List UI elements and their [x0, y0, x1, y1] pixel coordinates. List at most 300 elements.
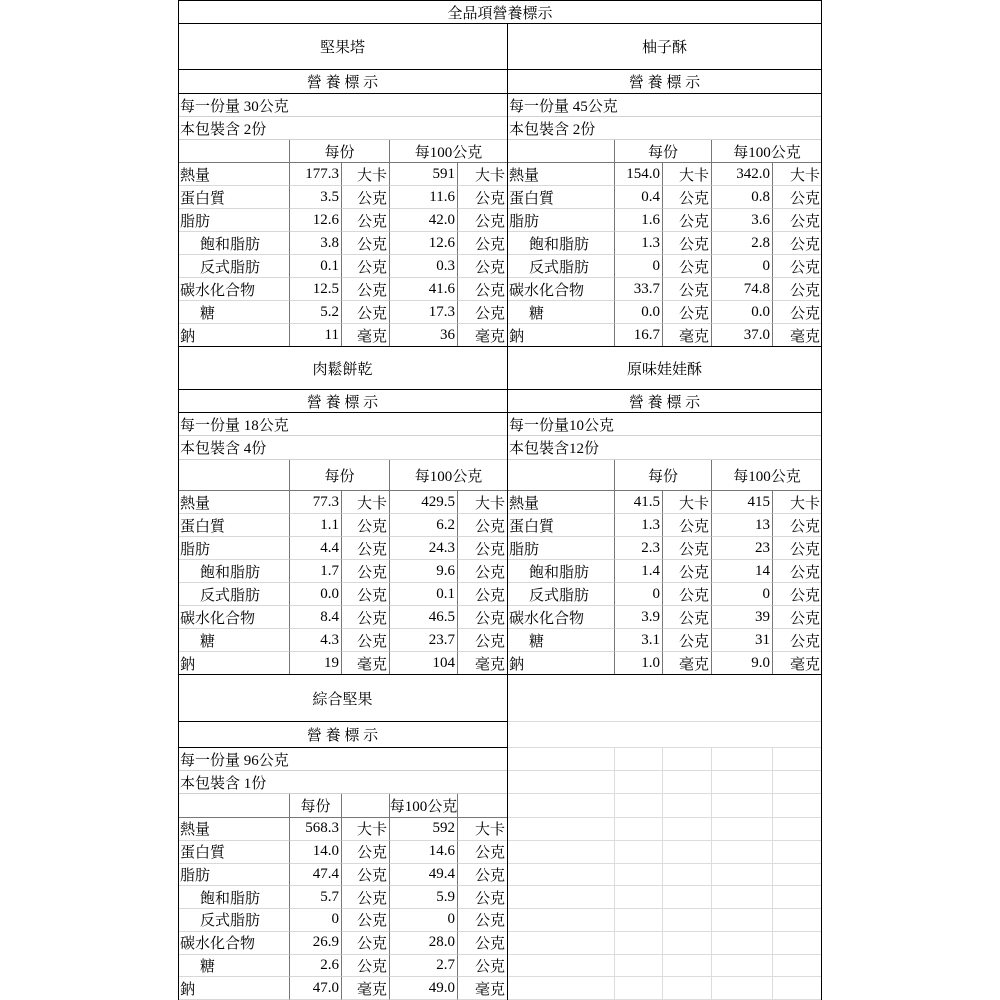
per-serving-unit: 公克 [663, 606, 712, 629]
per-serving-unit: 公克 [663, 560, 712, 583]
per-100g-header: 每100公克 [390, 460, 507, 491]
per-serving-value: 154.0 [615, 163, 663, 186]
header-blank-cell [178, 460, 290, 491]
empty-cell [615, 864, 663, 887]
empty-cell [773, 818, 822, 841]
empty-cell [712, 955, 773, 978]
per-serving-unit: 公克 [342, 209, 390, 232]
empty-row [507, 864, 822, 887]
nutrient-name: 糖 [507, 301, 615, 324]
per-100g-value: 17.3 [390, 301, 458, 324]
nutrition-heading: 營 養 標 示 [178, 722, 507, 748]
per-100g-unit: 公克 [458, 886, 507, 909]
per-serving-value: 1.1 [290, 514, 342, 537]
per-serving-value: 1.3 [615, 232, 663, 255]
nutrient-name: 糖 [178, 629, 290, 652]
nutrient-name: 蛋白質 [178, 186, 290, 209]
empty-cell [663, 841, 712, 864]
per-serving-unit: 公克 [342, 560, 390, 583]
nutrient-row [507, 629, 822, 652]
nutrient-name: 熱量 [507, 491, 615, 514]
nutrient-row [507, 186, 822, 209]
nutrient-row [178, 864, 507, 887]
nutrient-row [507, 232, 822, 255]
nutrition-table [178, 675, 507, 1000]
per-serving-value: 1.0 [615, 652, 663, 675]
empty-cell [507, 675, 822, 722]
nutrient-row [178, 841, 507, 864]
nutrient-name: 糖 [178, 955, 290, 978]
serving-size-row [178, 413, 507, 436]
per-100g-header: 每100公克 [390, 140, 507, 163]
empty-cell [507, 722, 822, 748]
per-serving-value: 3.5 [290, 186, 342, 209]
header-blank-cell [507, 140, 615, 163]
product-name: 綜合堅果 [178, 675, 507, 722]
per-100g-value: 342.0 [712, 163, 773, 186]
servings-per-pack: 本包裝含 4份 [178, 436, 507, 460]
nutrition-table [507, 24, 822, 347]
nutrient-name: 飽和脂肪 [178, 232, 290, 255]
per-100g-value: 28.0 [390, 932, 458, 955]
per-100g-value: 36 [390, 324, 458, 347]
empty-cell [773, 771, 822, 794]
per-100g-value: 39 [712, 606, 773, 629]
per-100g-unit: 毫克 [458, 652, 507, 675]
per-100g-header: 每100公克 [390, 794, 458, 818]
per-serving-unit: 大卡 [342, 163, 390, 186]
per-100g-unit: 公克 [773, 606, 822, 629]
per-100g-unit: 毫克 [773, 652, 822, 675]
per-serving-unit: 公克 [342, 186, 390, 209]
nutrition-heading-row [507, 390, 822, 413]
per-100g-value: 49.4 [390, 864, 458, 887]
nutrient-name: 碳水化合物 [178, 932, 290, 955]
empty-cell [773, 794, 822, 818]
empty-cell [773, 977, 822, 1000]
nutrient-name: 碳水化合物 [178, 278, 290, 301]
nutrient-row [178, 255, 507, 278]
empty-cell [712, 864, 773, 887]
per-100g-unit: 公克 [773, 629, 822, 652]
per-serving-value: 33.7 [615, 278, 663, 301]
per-serving-unit: 公克 [663, 278, 712, 301]
per-100g-unit: 公克 [458, 560, 507, 583]
per-serving-unit: 公克 [663, 232, 712, 255]
product-name-row [178, 347, 507, 390]
product-name-row [507, 347, 822, 390]
empty-cell [712, 748, 773, 771]
nutrient-name: 碳水化合物 [507, 606, 615, 629]
per-100g-value: 0 [390, 909, 458, 932]
per-serving-value: 0.0 [615, 301, 663, 324]
empty-cell [773, 864, 822, 887]
per-serving-value: 12.5 [290, 278, 342, 301]
per-100g-unit: 公克 [458, 301, 507, 324]
nutrient-name: 反式脂肪 [178, 909, 290, 932]
per-serving-header: 每份 [290, 460, 390, 491]
nutrient-row [178, 537, 507, 560]
per-serving-header: 每份 [290, 140, 390, 163]
empty-cell [663, 771, 712, 794]
empty-cell [712, 794, 773, 818]
nutrient-row [178, 232, 507, 255]
empty-cell [712, 909, 773, 932]
per-100g-unit: 公克 [458, 955, 507, 978]
per-100g-header: 每100公克 [712, 140, 822, 163]
per-100g-unit: 公克 [773, 278, 822, 301]
per-100g-value: 31 [712, 629, 773, 652]
header-blank-cell [178, 794, 290, 818]
nutrient-row [507, 255, 822, 278]
header-blank-cell [507, 460, 615, 491]
serving-size-row [507, 94, 822, 117]
per-100g-unit: 公克 [773, 232, 822, 255]
per-100g-value: 9.0 [712, 652, 773, 675]
empty-row [507, 748, 822, 771]
per-serving-header: 每份 [615, 140, 712, 163]
empty-row [507, 841, 822, 864]
nutrient-name: 蛋白質 [507, 514, 615, 537]
servings-per-pack-row [507, 117, 822, 140]
per-100g-unit: 大卡 [773, 491, 822, 514]
per-serving-value: 1.4 [615, 560, 663, 583]
per-serving-unit: 公克 [342, 606, 390, 629]
empty-cell [507, 771, 615, 794]
per-serving-value: 47.4 [290, 864, 342, 887]
per-serving-unit: 公克 [342, 864, 390, 887]
serving-size: 每一份量 96公克 [178, 748, 507, 771]
per-serving-value: 3.9 [615, 606, 663, 629]
per-serving-value: 77.3 [290, 491, 342, 514]
nutrient-name: 糖 [178, 301, 290, 324]
empty-cell [773, 932, 822, 955]
nutrient-name: 糖 [507, 629, 615, 652]
per-serving-value: 177.3 [290, 163, 342, 186]
nutrient-name: 脂肪 [178, 537, 290, 560]
empty-row [507, 909, 822, 932]
nutrient-name: 碳水化合物 [178, 606, 290, 629]
nutrient-name: 反式脂肪 [507, 583, 615, 606]
per-serving-header: 每份 [290, 794, 342, 818]
per-100g-value: 41.6 [390, 278, 458, 301]
nutrient-row [178, 491, 507, 514]
per-serving-unit: 大卡 [342, 818, 390, 841]
empty-cell [663, 886, 712, 909]
nutrient-row [507, 301, 822, 324]
per-serving-unit: 公克 [342, 909, 390, 932]
nutrient-row [178, 209, 507, 232]
empty-cell [773, 886, 822, 909]
per-100g-unit: 公克 [458, 583, 507, 606]
per-100g-value: 14 [712, 560, 773, 583]
nutrient-row [178, 163, 507, 186]
nutrient-name: 反式脂肪 [507, 255, 615, 278]
empty-row [507, 722, 822, 748]
per-serving-unit: 公克 [663, 537, 712, 560]
empty-cell [615, 977, 663, 1000]
per-100g-unit: 公克 [458, 841, 507, 864]
empty-row [507, 886, 822, 909]
nutrient-name: 碳水化合物 [507, 278, 615, 301]
serving-size: 每一份量 18公克 [178, 413, 507, 436]
empty-cell [507, 932, 615, 955]
empty-cell [615, 841, 663, 864]
nutrient-name: 熱量 [178, 818, 290, 841]
per-100g-unit: 毫克 [773, 324, 822, 347]
per-100g-value: 0.0 [712, 301, 773, 324]
nutrient-name: 蛋白質 [507, 186, 615, 209]
per-100g-value: 74.8 [712, 278, 773, 301]
per-100g-unit: 公克 [773, 537, 822, 560]
nutrient-row [178, 652, 507, 675]
per-100g-value: 46.5 [390, 606, 458, 629]
nutrient-name: 熱量 [178, 163, 290, 186]
per-100g-unit: 公克 [773, 583, 822, 606]
per-serving-unit: 毫克 [342, 652, 390, 675]
empty-cell [712, 932, 773, 955]
per-serving-unit: 公克 [342, 537, 390, 560]
nutrition-heading-row [178, 722, 507, 748]
product-name-row [178, 24, 507, 70]
per-serving-value: 568.3 [290, 818, 342, 841]
per-100g-unit: 公克 [773, 209, 822, 232]
nutrient-row [507, 537, 822, 560]
per-serving-value: 11 [290, 324, 342, 347]
empty-cell [773, 841, 822, 864]
per-100g-value: 0 [712, 255, 773, 278]
nutrition-table [507, 347, 822, 675]
nutrient-row [507, 652, 822, 675]
nutrition-heading: 營 養 標 示 [178, 70, 507, 94]
nutrient-row [507, 278, 822, 301]
per-100g-unit: 大卡 [458, 163, 507, 186]
empty-cell [507, 909, 615, 932]
empty-cell [615, 886, 663, 909]
per-100g-unit: 公克 [773, 560, 822, 583]
nutrient-row [178, 909, 507, 932]
nutrient-row [178, 818, 507, 841]
grid-line [821, 0, 822, 1000]
empty-cell [615, 955, 663, 978]
per-serving-unit: 公克 [342, 932, 390, 955]
nutrient-name: 脂肪 [178, 864, 290, 887]
nutrition-table [178, 347, 507, 675]
empty-cell [773, 909, 822, 932]
nutrient-name: 鈉 [178, 324, 290, 347]
header-blank-cell [342, 794, 390, 818]
empty-cell [663, 932, 712, 955]
per-100g-unit: 大卡 [458, 818, 507, 841]
per-serving-unit: 公克 [342, 955, 390, 978]
per-100g-unit: 公克 [458, 209, 507, 232]
per-serving-unit: 大卡 [663, 163, 712, 186]
empty-row [507, 818, 822, 841]
serving-size-row [507, 413, 822, 436]
empty-row [507, 977, 822, 1000]
empty-cell [615, 748, 663, 771]
empty-cell [507, 886, 615, 909]
per-100g-value: 0 [712, 583, 773, 606]
nutrient-row [507, 606, 822, 629]
grid-line [507, 24, 508, 1000]
per-serving-value: 2.3 [615, 537, 663, 560]
nutrition-heading: 營 養 標 示 [178, 390, 507, 413]
per-serving-value: 41.5 [615, 491, 663, 514]
empty-cell [712, 771, 773, 794]
per-100g-value: 592 [390, 818, 458, 841]
per-100g-unit: 公克 [773, 514, 822, 537]
per-serving-value: 16.7 [615, 324, 663, 347]
empty-cell [507, 818, 615, 841]
per-serving-unit: 公克 [663, 583, 712, 606]
nutrient-name: 鈉 [178, 977, 290, 1000]
per-100g-unit: 公克 [773, 301, 822, 324]
nutrition-heading-row [507, 70, 822, 94]
empty-cell [663, 818, 712, 841]
nutrient-row [507, 560, 822, 583]
per-100g-value: 6.2 [390, 514, 458, 537]
serving-size-row [178, 748, 507, 771]
per-serving-value: 8.4 [290, 606, 342, 629]
nutrient-row [507, 491, 822, 514]
empty-cell [615, 909, 663, 932]
per-100g-unit: 公克 [458, 537, 507, 560]
per-serving-value: 14.0 [290, 841, 342, 864]
per-serving-value: 2.6 [290, 955, 342, 978]
per-100g-unit: 大卡 [773, 163, 822, 186]
nutrient-name: 鈉 [507, 324, 615, 347]
per-100g-unit: 公克 [458, 932, 507, 955]
per-100g-unit: 公克 [458, 186, 507, 209]
per-serving-unit: 毫克 [342, 324, 390, 347]
per-serving-unit: 公克 [663, 629, 712, 652]
empty-grid [507, 675, 822, 1000]
per-100g-unit: 公克 [458, 255, 507, 278]
empty-row [507, 932, 822, 955]
per-serving-unit: 毫克 [342, 977, 390, 1000]
nutrient-name: 熱量 [507, 163, 615, 186]
nutrient-name: 蛋白質 [178, 841, 290, 864]
per-100g-unit: 公克 [458, 514, 507, 537]
nutrient-name: 飽和脂肪 [178, 886, 290, 909]
per-serving-value: 0 [615, 583, 663, 606]
empty-cell [663, 909, 712, 932]
per-serving-value: 5.2 [290, 301, 342, 324]
column-header-row [178, 794, 507, 818]
serving-size: 每一份量 45公克 [507, 94, 822, 117]
per-100g-unit: 大卡 [458, 491, 507, 514]
nutrient-name: 反式脂肪 [178, 583, 290, 606]
empty-row [507, 675, 822, 722]
per-serving-unit: 公克 [663, 255, 712, 278]
per-100g-unit: 毫克 [458, 977, 507, 1000]
per-100g-value: 5.9 [390, 886, 458, 909]
product-name: 柚子酥 [507, 24, 822, 70]
per-serving-unit: 大卡 [663, 491, 712, 514]
nutrient-row [507, 163, 822, 186]
per-serving-value: 4.3 [290, 629, 342, 652]
nutrient-name: 蛋白質 [178, 514, 290, 537]
empty-cell [663, 955, 712, 978]
per-serving-value: 47.0 [290, 977, 342, 1000]
nutrient-row [178, 560, 507, 583]
per-serving-value: 1.3 [615, 514, 663, 537]
empty-cell [712, 886, 773, 909]
per-100g-unit: 公克 [458, 909, 507, 932]
nutrient-row [507, 583, 822, 606]
header-blank-cell [458, 794, 507, 818]
per-serving-unit: 公克 [663, 209, 712, 232]
empty-cell [615, 818, 663, 841]
per-100g-value: 2.7 [390, 955, 458, 978]
per-100g-value: 42.0 [390, 209, 458, 232]
per-serving-header: 每份 [615, 460, 712, 491]
per-100g-value: 429.5 [390, 491, 458, 514]
per-100g-unit: 公克 [458, 232, 507, 255]
grid-line [178, 346, 822, 347]
nutrient-name: 飽和脂肪 [178, 560, 290, 583]
nutrient-row [178, 977, 507, 1000]
product-name: 肉鬆餅乾 [178, 347, 507, 390]
nutrient-row [178, 955, 507, 978]
nutrition-table [178, 24, 507, 347]
empty-cell [615, 932, 663, 955]
grid-line [178, 674, 822, 675]
per-serving-value: 0 [290, 909, 342, 932]
empty-row [507, 955, 822, 978]
per-serving-value: 1.7 [290, 560, 342, 583]
nutrient-name: 反式脂肪 [178, 255, 290, 278]
empty-cell [507, 955, 615, 978]
nutrition-heading-row [178, 70, 507, 94]
nutrient-row [178, 583, 507, 606]
page-title: 全品項營養標示 [178, 0, 822, 24]
per-100g-unit: 公克 [458, 629, 507, 652]
per-100g-value: 415 [712, 491, 773, 514]
per-100g-unit: 公克 [458, 864, 507, 887]
nutrient-name: 飽和脂肪 [507, 232, 615, 255]
nutrient-row [178, 932, 507, 955]
per-serving-value: 0.4 [615, 186, 663, 209]
per-100g-value: 3.6 [712, 209, 773, 232]
nutrient-row [178, 186, 507, 209]
empty-cell [712, 977, 773, 1000]
empty-cell [663, 794, 712, 818]
per-serving-unit: 公克 [342, 886, 390, 909]
per-serving-value: 0 [615, 255, 663, 278]
nutrient-row [178, 301, 507, 324]
nutrient-name: 脂肪 [178, 209, 290, 232]
nutrient-row [178, 629, 507, 652]
servings-per-pack-row [178, 117, 507, 140]
per-serving-unit: 公克 [663, 514, 712, 537]
nutrient-row [178, 606, 507, 629]
nutrient-row [507, 324, 822, 347]
empty-cell [507, 841, 615, 864]
per-serving-unit: 公克 [342, 232, 390, 255]
per-serving-unit: 公克 [342, 514, 390, 537]
nutrient-row [178, 278, 507, 301]
servings-per-pack: 本包裝含 1份 [178, 771, 507, 794]
per-100g-unit: 公克 [773, 255, 822, 278]
per-100g-header: 每100公克 [712, 460, 822, 491]
nutrition-heading: 營 養 標 示 [507, 390, 822, 413]
nutrient-name: 鈉 [507, 652, 615, 675]
nutrient-name: 脂肪 [507, 209, 615, 232]
per-100g-value: 104 [390, 652, 458, 675]
per-100g-value: 591 [390, 163, 458, 186]
